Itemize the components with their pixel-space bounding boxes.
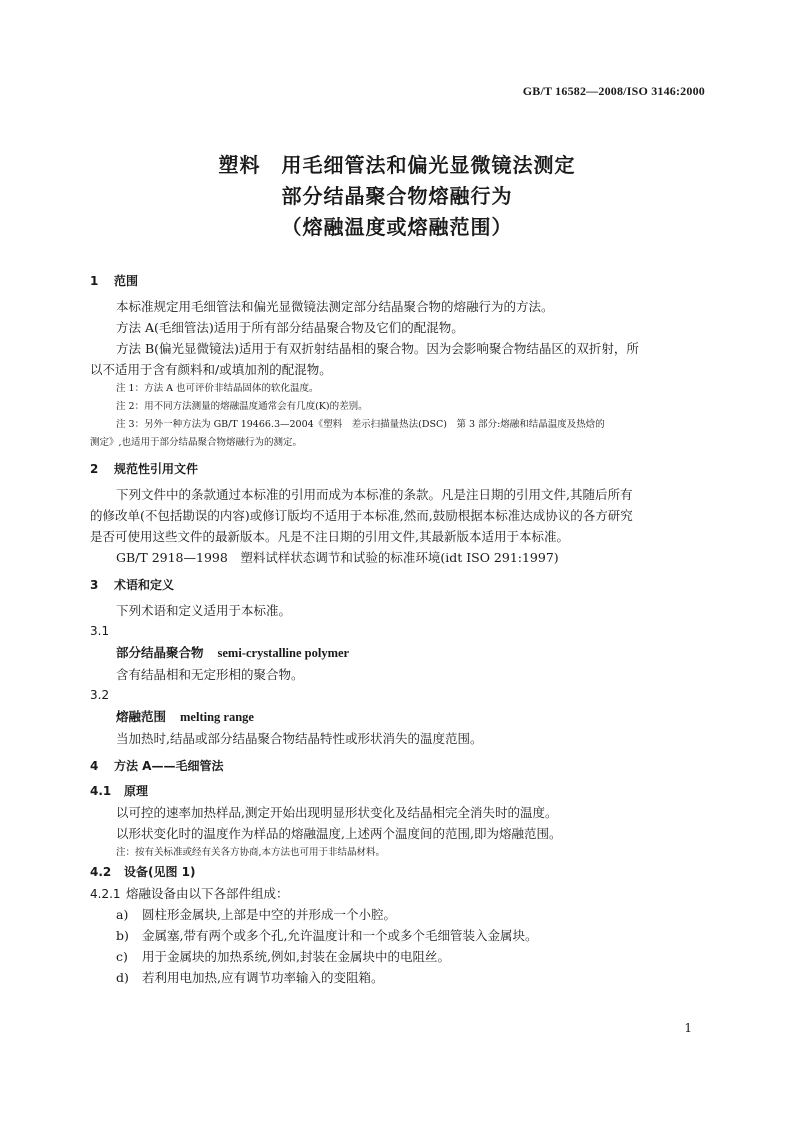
list-item-label: d)	[116, 970, 129, 985]
clause-number: 4.2.1	[90, 887, 121, 901]
section-number: 2	[90, 462, 99, 476]
paragraph: 方法 B(偏光显微镜法)适用于有双折射结晶相的聚合物。因为会影响聚合物结晶区的双折射，所	[116, 341, 639, 356]
page-number: 1	[684, 1021, 692, 1035]
section-number: 1	[90, 274, 99, 288]
paragraph: 以形状变化时的温度作为样品的熔融温度,上述两个温度间的范围,即为熔融范围。	[116, 826, 562, 841]
subsection-title: 原理	[124, 784, 149, 798]
term-number: 3.2	[90, 688, 110, 702]
section-2-heading	[90, 458, 706, 480]
term-chinese: 部分结晶聚合物	[116, 645, 204, 660]
list-item	[90, 967, 706, 988]
subsection-4-2-heading	[90, 862, 706, 883]
note: 注 2：用不同方法测量的熔融温度通常会有几度(K)的差别。	[116, 401, 368, 412]
paragraph-continuation: 的修改单(不包括勘误的内容)或修订版均不适用于本标准,然而,鼓励根据本标准达成协议的各方研究	[90, 508, 633, 523]
section-3-heading	[90, 574, 706, 596]
section-title: 术语和定义	[114, 578, 175, 592]
document-body	[90, 270, 706, 988]
paragraph: 下列文件中的条款通过本标准的引用而成为本标准的条款。凡是注日期的引用文件,其随后所有	[116, 487, 633, 502]
paragraph: 下列术语和定义适用于本标准。	[116, 603, 292, 618]
section-title: 方法 A——毛细管法	[114, 759, 224, 773]
note: 注 1：方法 A 也可评价非结晶固体的软化温度。	[116, 383, 319, 394]
section-4-heading	[90, 755, 706, 777]
list-item-text: 若利用电加热,应有调节功率输入的变阻箱。	[142, 970, 384, 985]
normative-reference: GB/T 2918—1998 塑料试样状态调节和试验的标准环境(idt ISO 291:1997)	[116, 550, 559, 565]
list-item-label: c)	[116, 949, 128, 964]
title-line-2: 部分结晶聚合物熔融行为	[281, 184, 513, 208]
standard-code: GB/T 16582—2008/ISO 3146:2000	[522, 84, 705, 98]
section-title: 范围	[114, 274, 139, 288]
list-item-text: 圆柱形金属块,上部是中空的并形成一个小腔。	[142, 907, 396, 922]
list-item	[90, 904, 706, 925]
subsection-number: 4.1	[90, 784, 112, 798]
paragraph: 本标准规定用毛细管法和偏光显微镜法测定部分结晶聚合物的熔融行为的方法。	[116, 299, 554, 314]
section-title: 规范性引用文件	[114, 462, 199, 476]
section-1-heading	[90, 270, 706, 292]
term-entry	[90, 642, 706, 664]
term-chinese: 熔融范围	[116, 709, 167, 724]
title-line-1: 塑料 用毛细管法和偏光显微镜法测定	[218, 153, 576, 177]
clause-text: 熔融设备由以下各部件组成：	[126, 886, 289, 901]
subsection-number: 4.2	[90, 865, 112, 879]
term-definition: 当加热时,结晶或部分结晶聚合物结晶特性或形状消失的温度范围。	[116, 731, 483, 746]
subsection-title: 设备(见图 1)	[124, 865, 196, 879]
section-number: 3	[90, 578, 99, 592]
term-definition: 含有结晶相和无定形相的聚合物。	[116, 667, 304, 682]
paragraph: 以可控的速率加热样品,测定开始出现明显形状变化及结晶相完全消失时的温度。	[116, 805, 558, 820]
term-number: 3.1	[90, 624, 110, 638]
document-title	[0, 150, 794, 243]
note: 注 3：另外一种方法为 GB/T 19466.3—2004《塑料 差示扫描量热法(DSC) 第 3 部分:熔融和结晶温度及热焓的	[116, 419, 605, 430]
term-english: semi-crystalline polymer	[217, 646, 350, 660]
note-continuation: 测定》,也适用于部分结晶聚合物熔融行为的测定。	[90, 437, 303, 448]
list-item-text: 金属塞,带有两个或多个孔,允许温度计和一个或多个毛细管装入金属块。	[142, 928, 538, 943]
section-number: 4	[90, 759, 99, 773]
subsection-4-1-heading	[90, 781, 706, 802]
list-item	[90, 925, 706, 946]
note: 注：按有关标准或经有关各方协商,本方法也可用于非结晶材料。	[116, 847, 386, 858]
list-item	[90, 946, 706, 967]
title-line-3: （熔融温度或熔融范围）	[281, 215, 513, 239]
clause-4-2-1	[90, 883, 706, 904]
paragraph-continuation: 以不适用于含有颜料和/或填加剂的配混物。	[90, 362, 332, 377]
term-english: melting range	[180, 710, 254, 724]
list-item-text: 用于金属块的加热系统,例如,封装在金属块中的电阻丝。	[142, 949, 450, 964]
list-item-label: b)	[116, 928, 129, 943]
term-entry	[90, 706, 706, 728]
paragraph-continuation: 是否可使用这些文件的最新版本。凡是不注日期的引用文件,其最新版本适用于本标准。	[90, 529, 569, 544]
list-item-label: a)	[116, 907, 129, 922]
paragraph: 方法 A(毛细管法)适用于所有部分结晶聚合物及它们的配混物。	[116, 320, 464, 335]
